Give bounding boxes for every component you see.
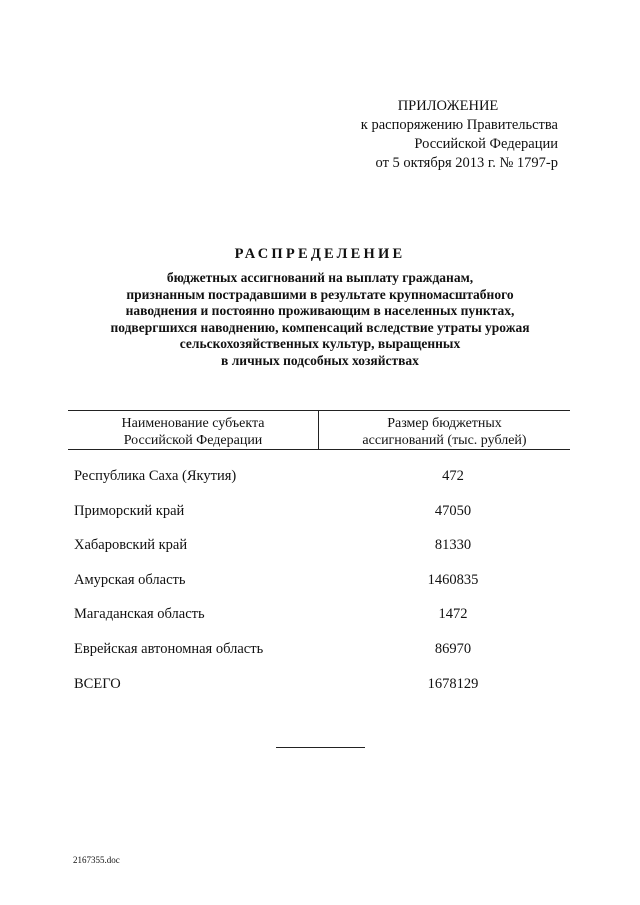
column-header-region (68, 415, 318, 449)
subtitle-line: наводнения и постоянно проживающим в населенных пунктах, (125, 303, 515, 318)
column-header-region-line: Наименование субъекта (121, 416, 265, 431)
appendix-line-government: Российской Федерации (414, 136, 558, 152)
region-name: Приморский край (74, 502, 185, 519)
closing-rule (276, 747, 365, 748)
region-name: Хабаровский край (74, 537, 188, 554)
total-label: ВСЕГО (74, 675, 121, 692)
region-name: Республика Саха (Якутия) (74, 468, 237, 484)
table-row (68, 606, 570, 641)
allocation-amount: 1460835 (427, 571, 479, 588)
region-name: Магаданская область (74, 606, 205, 623)
region-name: Амурская область (74, 571, 186, 588)
table-row (68, 503, 570, 538)
appendix-title: ПРИЛОЖЕНИЕ (397, 98, 499, 114)
subtitle-line: в личных подсобных хозяйствах (221, 352, 419, 368)
total-amount: 1678129 (427, 675, 479, 692)
allocation-amount: 47050 (434, 502, 472, 519)
table-body (68, 468, 570, 710)
region-name: Еврейская автономная область (74, 640, 264, 657)
table-header-rule (68, 449, 570, 450)
column-header-amount (319, 415, 570, 449)
column-header-region-line: Российской Федерации (123, 433, 263, 448)
table-row (68, 572, 570, 607)
table-header (68, 411, 570, 449)
document-heading: РАСПРЕДЕЛЕНИЕ (234, 246, 406, 262)
appendix-line-date-number: от 5 октября 2013 г. № 1797-р (375, 155, 558, 171)
table-row (68, 468, 570, 503)
subtitle-line: признанным пострадавшими в результате крупномасштабного (126, 286, 514, 302)
subtitle-line: сельскохозяйственных культур, выращенных (179, 336, 461, 351)
allocation-amount: 86970 (434, 640, 472, 657)
subtitle-line: бюджетных ассигнований на выплату гражданам, (166, 270, 474, 285)
table-row (68, 537, 570, 572)
document-subtitle (70, 270, 570, 369)
column-header-amount-line: ассигнований (тыс. рублей) (362, 433, 527, 448)
appendix-line-order: к распоряжению Правительства (360, 117, 558, 133)
table-row (68, 641, 570, 676)
appendix-block (298, 97, 558, 173)
subtitle-line: подвергшихся наводнению, компенсаций вследствие утраты урожая (110, 319, 530, 335)
allocation-amount: 472 (442, 468, 464, 484)
column-header-amount-line: Размер бюджетных (387, 416, 502, 431)
document-file-id: 2167355.doc (73, 855, 120, 865)
allocation-amount: 81330 (434, 537, 472, 554)
allocation-amount: 1472 (438, 606, 468, 623)
allocation-table (68, 410, 570, 710)
table-row-total (68, 676, 570, 711)
